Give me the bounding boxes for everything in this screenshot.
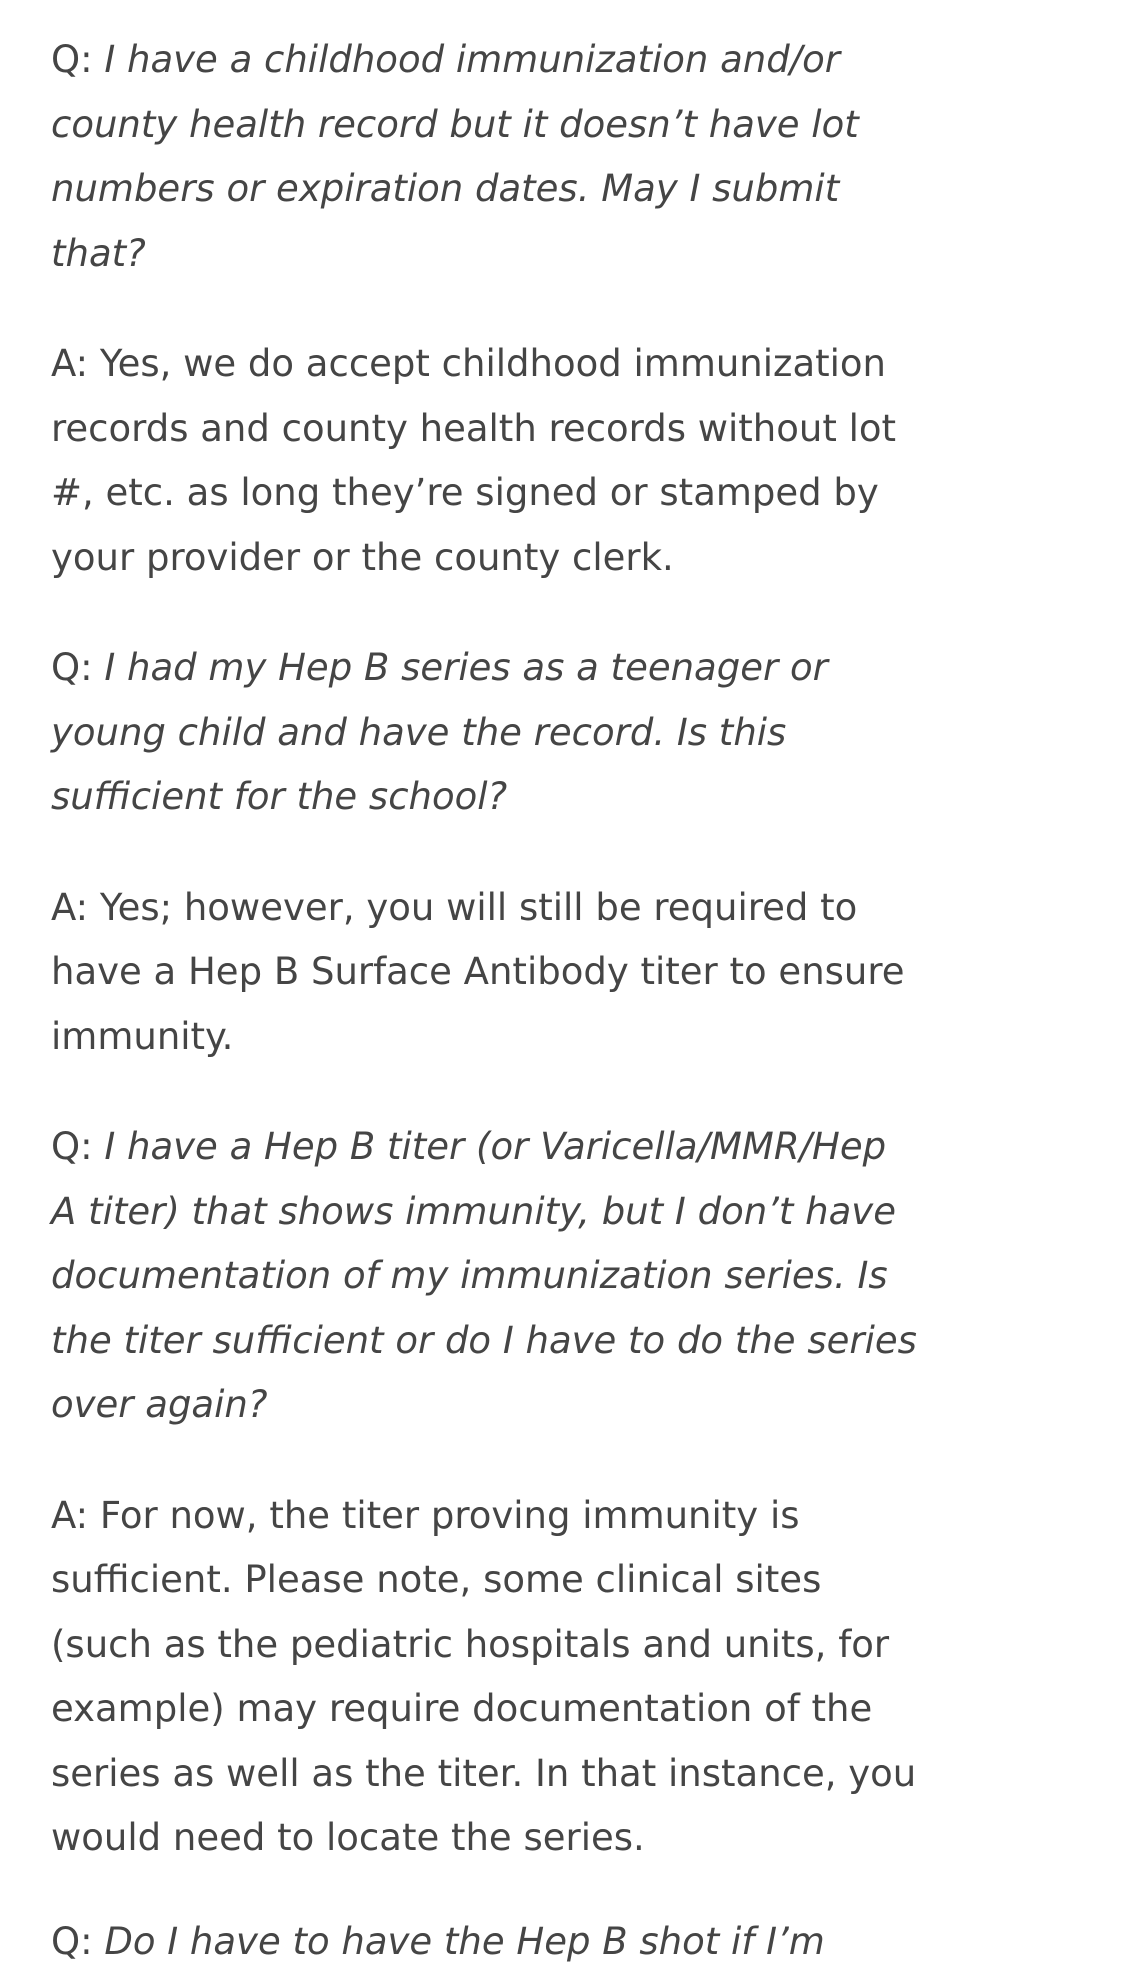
question-prefix: Q:	[51, 646, 105, 689]
faq-answer-2: A: Yes; however, you will still be required to have a Hep B Surface Antibody titer to ensure immunity.	[51, 885, 905, 1058]
faq-question-4-partial	[51, 1910, 921, 1975]
faq-answer-1: A: Yes, we do accept childhood immunization records and county health records without lot #, etc. as long they’re signed or stamped by your provider or the county clerk.	[51, 342, 897, 579]
question-prefix: Q:	[51, 1920, 105, 1963]
faq-question-2	[51, 636, 921, 830]
question-prefix: Q:	[51, 1125, 105, 1168]
question-text: I have a Hep B titer (or Varicella/MMR/Hep A titer) that shows immunity, but I don’t have documentation of my immunization series. Is the titer sufficient or do I have to do the series over again?	[51, 1125, 917, 1426]
faq-question-3	[51, 1115, 921, 1438]
question-text: Do I have to have the Hep B shot if I’m	[104, 1920, 825, 1963]
question-text: I had my Hep B series as a teenager or young child and have the record. Is this sufficient for the school?	[51, 646, 828, 818]
faq-answer-3: A: For now, the titer proving immunity is sufficient. Please note, some clinical sites (such as the pediatric hospitals and units, for example) may require documentation of the series as well as the titer. In that instance, you would need to locate the series.	[51, 1493, 917, 1859]
faq-content	[51, 28, 921, 1917]
faq-question-1	[51, 28, 921, 286]
question-text: I have a childhood immunization and/or county health record but it doesn’t have lot numbers or expiration dates. May I submit that?	[51, 38, 859, 275]
question-prefix: Q:	[51, 38, 105, 81]
